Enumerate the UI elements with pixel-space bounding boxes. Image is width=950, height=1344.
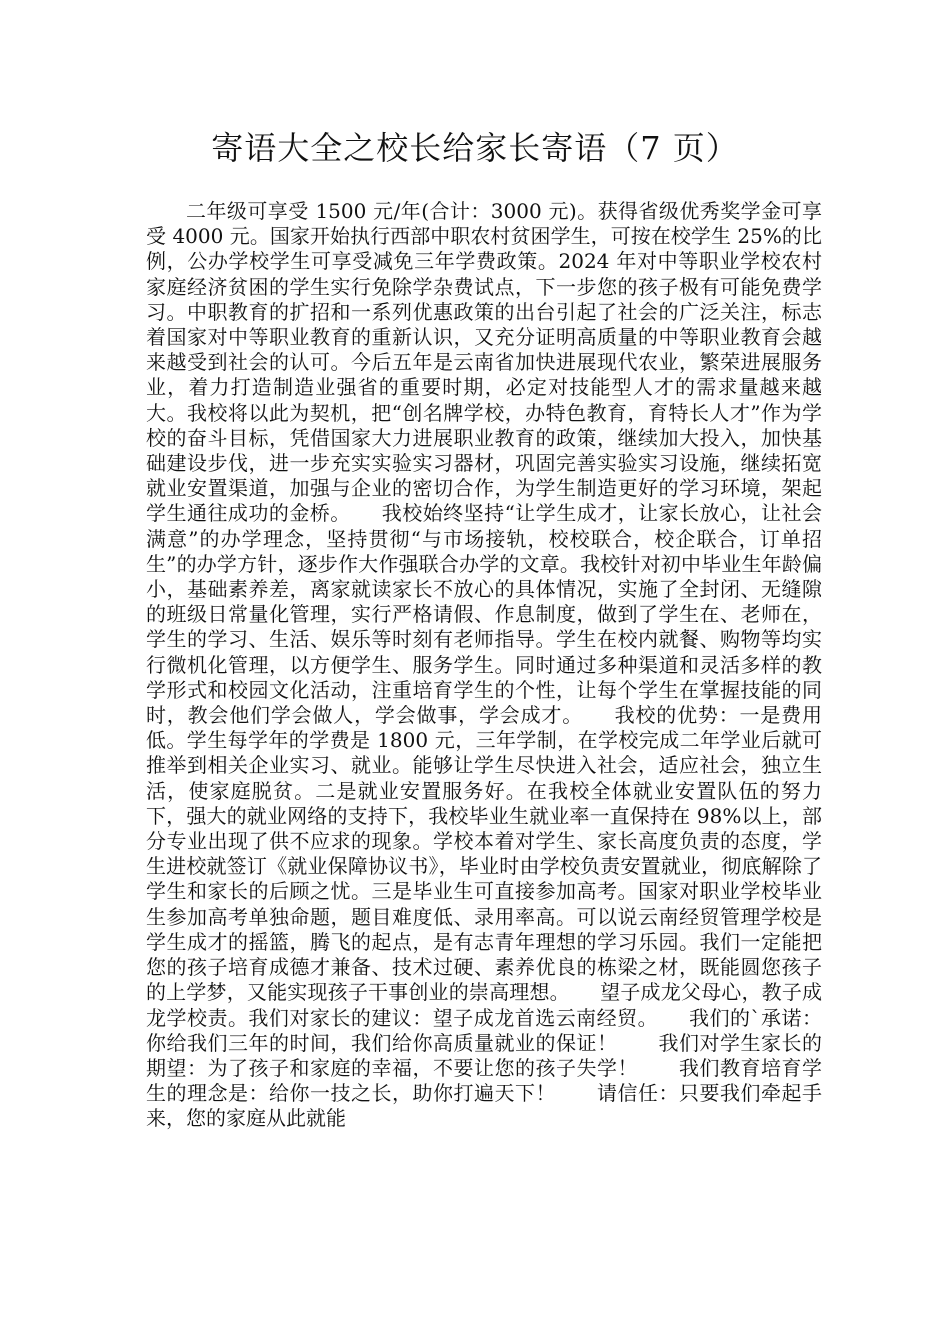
document-title: 寄语大全之校长给家长寄语（7 页） bbox=[211, 129, 739, 167]
document-paragraph: 二年级可享受 1500 元/年(合计：3000 元)。获得省级优秀奖学金可享受 4000 元。国家开始执行西部中职农村贫困学生，可按在校学生 25%的比例，公办学校学生可享受减免三年学费政策。2024 年对中等职业学校农村家庭经济贫困的学生实行免除学杂费试点，下一步您的孩子极有可能免费学习。中职教育的扩招和一系列优惠政策的出台引起了社会的广泛关注，标志着国家对中等职业教育的重新认识，又充分证明高质量的中等职业教育会越来越受到社会的认可。今后五年是云南省加快进展现代农业，繁荣进展服务业，着力打造制造业强省的重要时期，必定对技能型人才的需求量越来越大。我校将以此为契机，把“创名牌学校，办特色教育，育特长人才”作为学校的奋斗目标，凭借国家大力进展职业教育的政策，继续加大投入，加快基础建设步伐，进一步充实实验实习器材，巩固完善实验实习设施，继续拓宽就业安置渠道，加强与企业的密切合作，为学生制造更好的学习环境，架起学生通往成功的金桥。 我校始终坚持“让学生成才，让家长放心，让社会满意”的办学理念，坚持贯彻“与市场接轨，校校联合，校企联合，订单招生”的办学方针，逐步作大作强联合办学的文章。我校针对初中毕业生年龄偏小，基础素养差，离家就读家长不放心的具体情况，实施了全封闭、无缝隙的班级日常量化管理，实行严格请假、作息制度，做到了学生在、老师在，学生的学习、生活、娱乐等时刻有老师指导。学生在校内就餐、购物等均实行微机化管理，以方便学生、服务学生。同时通过多种渠道和灵活多样的教学形式和校园文化活动，注重培育学生的个性，让每个学生在掌握技能的同时，教会他们学会做人，学会做事，学会成才。 我校的优势：一是费用低。学生每学年的学费是 1800 元，三年学制，在学校完成二年学业后就可推举到相关企业实习、就业。能够让学生尽快进入社会，适应社会，独立生活，使家庭脱贫。二是就业安置服务好。在我校全体就业安置队伍的努力下，强大的就业网络的支持下，我校毕业生就业率一直保持在 98%以上，部分专业出现了供不应求的现象。学校本着对学生、家长高度负责的态度，学生进校就签订《就业保障协议书》，毕业时由学校负责安置就业，彻底解除了学生和家长的后顾之忧。三是毕业生可直接参加高考。国家对职业学校毕业生参加高考单独命题，题目难度低、录用率高。可以说云南经贸管理学校是学生成才的摇篮，腾飞的起点，是有志青年理想的学习乐园。我们一定能把您的孩子培育成德才兼备、技术过硬、素养优良的栋梁之材，既能圆您孩子的上学梦，又能实现孩子干事创业的崇高理想。 望子成龙父母心，教子成龙学校责。我们对家长的建议：望子成龙首选云南经贸。 我们的`承诺：你给我们三年的时间，我们给你高质量就业的保证！ 我们对学生家长的期望：为了孩子和家庭的幸福，不要让您的孩子失学！ 我们教育培育学生的理念是：给你一技之长，助你打遍天下！ 请信任：只要我们牵起手来，您的家庭从此就能 bbox=[146, 199, 822, 1131]
